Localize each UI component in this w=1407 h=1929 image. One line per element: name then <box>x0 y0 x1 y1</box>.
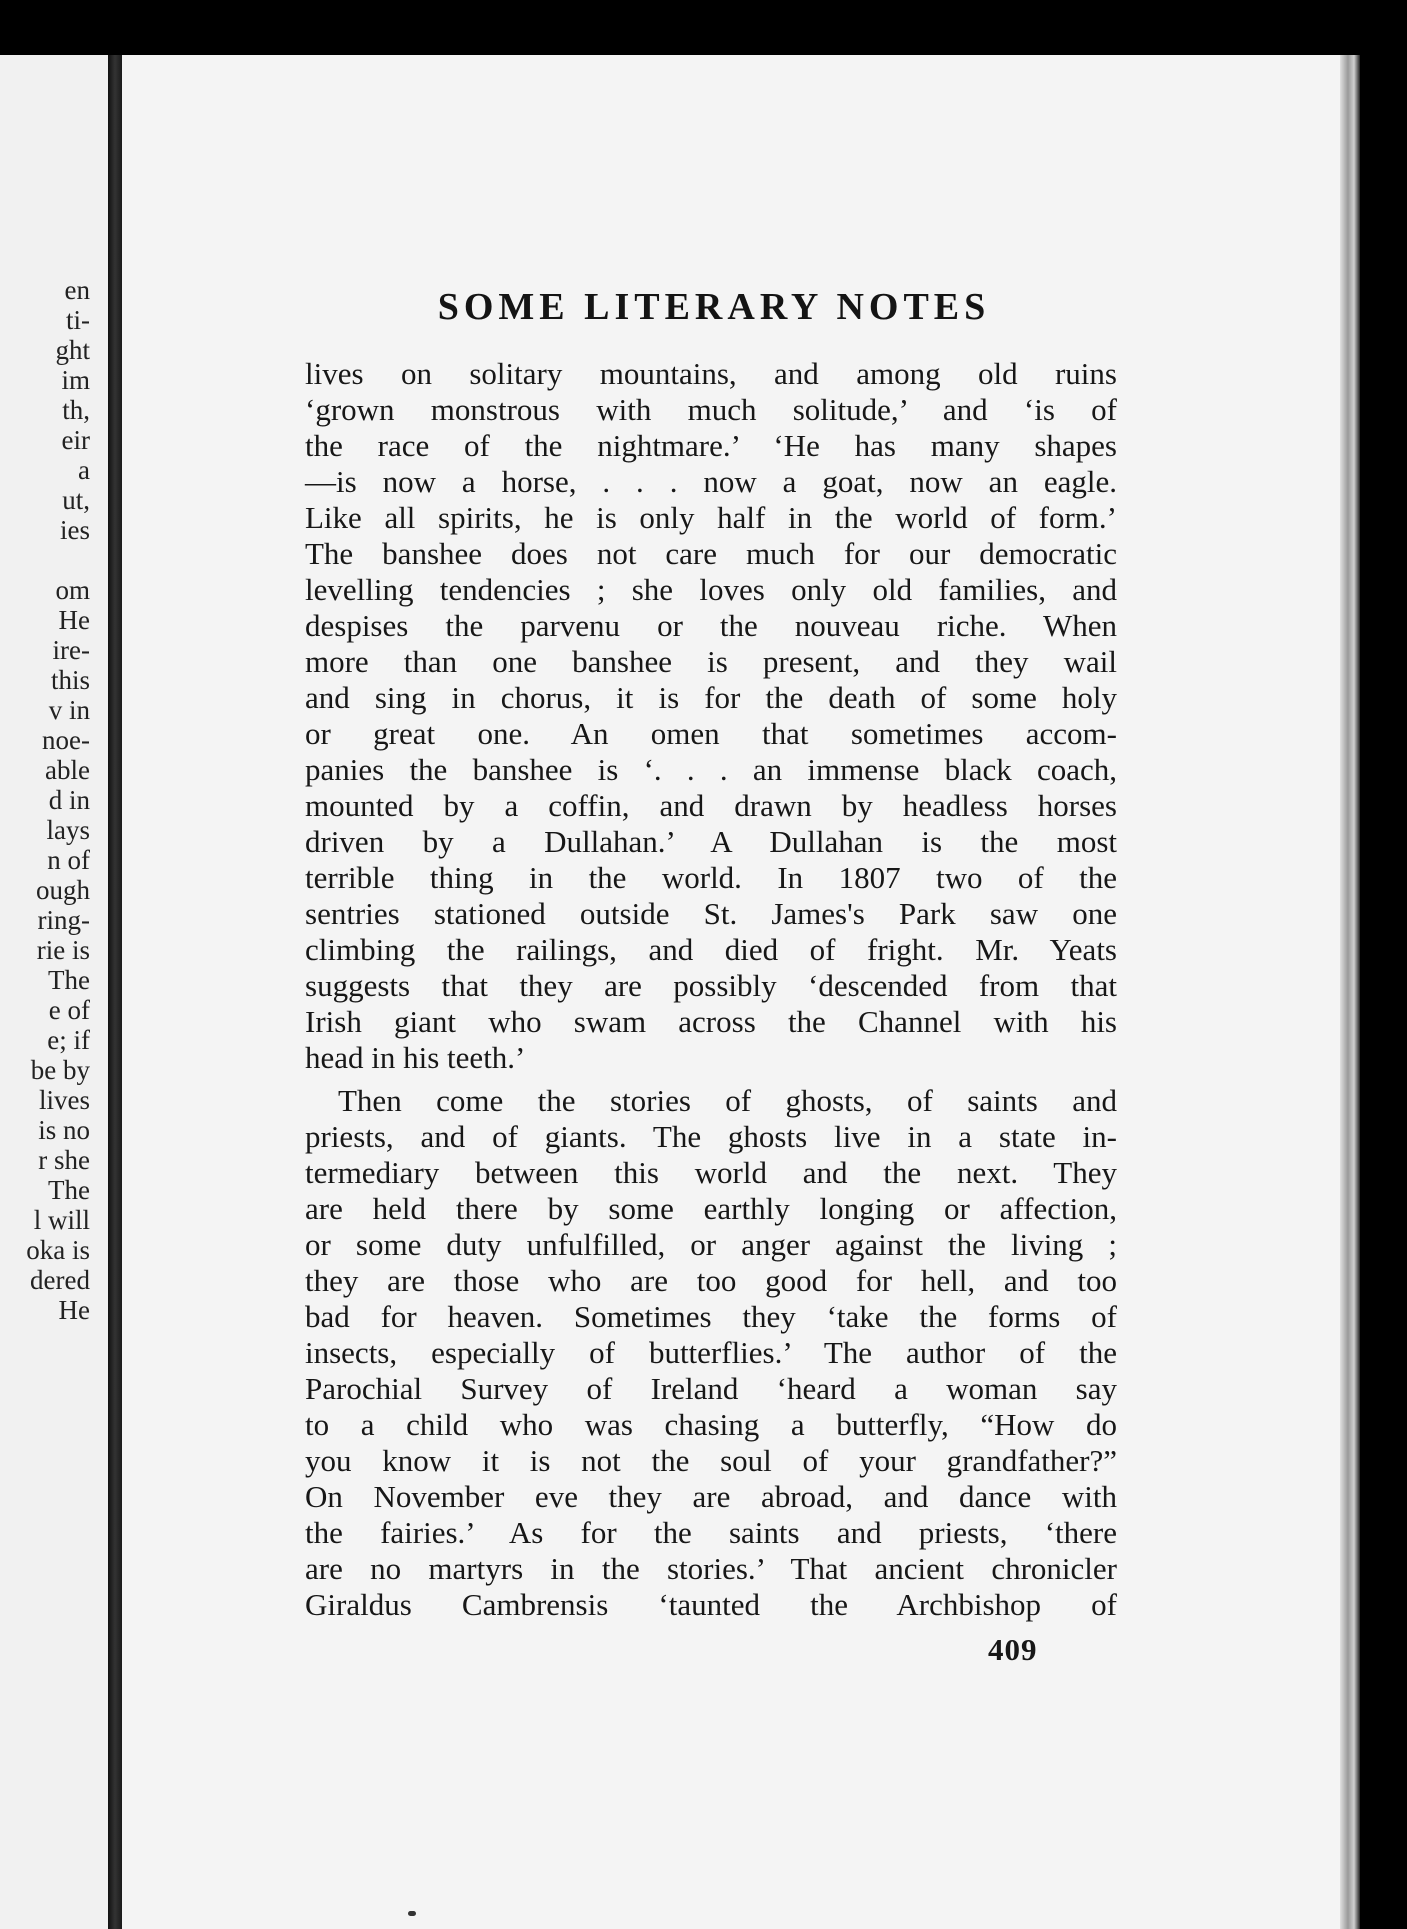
text-line: or some duty unfulfilled, or anger against the living ; <box>305 1227 1117 1262</box>
left-page-fragment: v in <box>48 695 90 725</box>
left-page-fragment: dered <box>30 1265 90 1295</box>
left-page-fragment: en <box>64 275 90 305</box>
left-page-fragment: oka is <box>26 1235 90 1265</box>
text-line: panies the banshee is ‘. . . an immense black coach, <box>305 752 1117 787</box>
left-page-fragment: ies <box>60 515 90 545</box>
left-page-fragment: lives <box>39 1085 90 1115</box>
text-line: Parochial Survey of Ireland ‘heard a woman say <box>305 1371 1117 1406</box>
left-page-fragment: ough <box>36 875 90 905</box>
text-line: are no martyrs in the stories.’ That ancient chronicler <box>305 1551 1117 1586</box>
text-line: more than one banshee is present, and they wail <box>305 644 1117 679</box>
text-line: ‘grown monstrous with much solitude,’ and ‘is of <box>305 392 1117 427</box>
left-page-fragment: im <box>61 365 90 395</box>
text-line: the race of the nightmare.’ ‘He has many shapes <box>305 428 1117 463</box>
page-edge-shadow <box>1340 55 1360 1929</box>
text-line: terrible thing in the world. In 1807 two of the <box>305 860 1117 895</box>
text-line: head in his teeth.’ <box>305 1040 526 1075</box>
text-line: they are those who are too good for hell, and too <box>305 1263 1117 1298</box>
text-line: lives on solitary mountains, and among old ruins <box>305 356 1117 391</box>
text-line: levelling tendencies ; she loves only old families, and <box>305 572 1117 607</box>
left-page-fragment: ti- <box>66 305 90 335</box>
text-line: suggests that they are possibly ‘descended from that <box>305 968 1117 1003</box>
text-line: or great one. An omen that sometimes accom- <box>305 716 1117 751</box>
page-number: 409 <box>988 1632 1038 1667</box>
previous-page-edge <box>0 55 108 1929</box>
left-page-fragment: able <box>45 755 90 785</box>
left-page-fragment: d in <box>48 785 90 815</box>
left-page-fragment: He <box>58 605 90 635</box>
text-line: priests, and of giants. The ghosts live in a state in- <box>305 1119 1117 1154</box>
text-line: Giraldus Cambrensis ‘taunted the Archbishop of <box>305 1587 1117 1622</box>
left-page-fragment: l will <box>33 1205 90 1235</box>
text-line: the fairies.’ As for the saints and priests, ‘there <box>305 1515 1117 1550</box>
left-page-fragment: rie is <box>36 935 90 965</box>
running-head: SOME LITERARY NOTES <box>437 286 991 328</box>
left-page-fragment: noe- <box>42 725 90 755</box>
text-line: sentries stationed outside St. James's Park saw one <box>305 896 1117 931</box>
text-line: mounted by a coffin, and drawn by headless horses <box>305 788 1117 823</box>
text-line: climbing the railings, and died of fright. Mr. Yeats <box>305 932 1117 967</box>
text-line: termediary between this world and the next. They <box>305 1155 1117 1190</box>
text-line: you know it is not the soul of your grandfather?” <box>305 1443 1117 1478</box>
left-page-fragment: r she <box>38 1145 90 1175</box>
text-line: Like all spirits, he is only half in the world of form.’ <box>305 500 1117 535</box>
text-line: and sing in chorus, it is for the death of some holy <box>305 680 1117 715</box>
left-page-fragment: is no <box>38 1115 90 1145</box>
left-page-fragment: n of <box>47 845 90 875</box>
left-page-fragment: The <box>48 965 90 995</box>
left-page-fragment: ire- <box>52 635 90 665</box>
book-page <box>122 55 1346 1929</box>
left-page-fragment: ght <box>55 335 90 365</box>
left-page-fragment: ut, <box>62 485 90 515</box>
left-page-fragment: this <box>50 665 90 695</box>
text-line: to a child who was chasing a butterfly, “How do <box>305 1407 1117 1442</box>
left-page-fragment: om <box>55 575 90 605</box>
left-page-fragment: He <box>58 1295 90 1325</box>
book-gutter <box>108 55 122 1929</box>
text-line: Irish giant who swam across the Channel with his <box>305 1004 1117 1039</box>
scan-border-right <box>1360 0 1407 1929</box>
left-page-fragment: ring- <box>37 905 90 935</box>
text-line: —is now a horse, . . . now a goat, now an eagle. <box>305 464 1117 499</box>
text-line: bad for heaven. Sometimes they ‘take the forms of <box>305 1299 1117 1334</box>
left-page-fragment: The <box>48 1175 90 1205</box>
left-page-fragment: e; if <box>47 1025 90 1055</box>
left-page-fragment: be by <box>30 1055 90 1085</box>
left-page-fragment: th, <box>62 395 90 425</box>
text-line: are held there by some earthly longing or affection, <box>305 1191 1117 1226</box>
left-page-fragment: eir <box>61 425 90 455</box>
text-line: On November eve they are abroad, and dance with <box>305 1479 1117 1514</box>
left-page-fragment: e of <box>48 995 90 1025</box>
text-line: despises the parvenu or the nouveau riche. When <box>305 608 1117 643</box>
scan-speck <box>408 1911 416 1916</box>
text-line: The banshee does not care much for our democratic <box>305 536 1117 571</box>
text-line: driven by a Dullahan.’ A Dullahan is the most <box>305 824 1117 859</box>
text-line: insects, especially of butterflies.’ The author of the <box>305 1335 1117 1370</box>
text-line: Then come the stories of ghosts, of saints and <box>338 1083 1117 1118</box>
left-page-fragment: lays <box>46 815 90 845</box>
left-page-fragment: a <box>78 455 90 485</box>
